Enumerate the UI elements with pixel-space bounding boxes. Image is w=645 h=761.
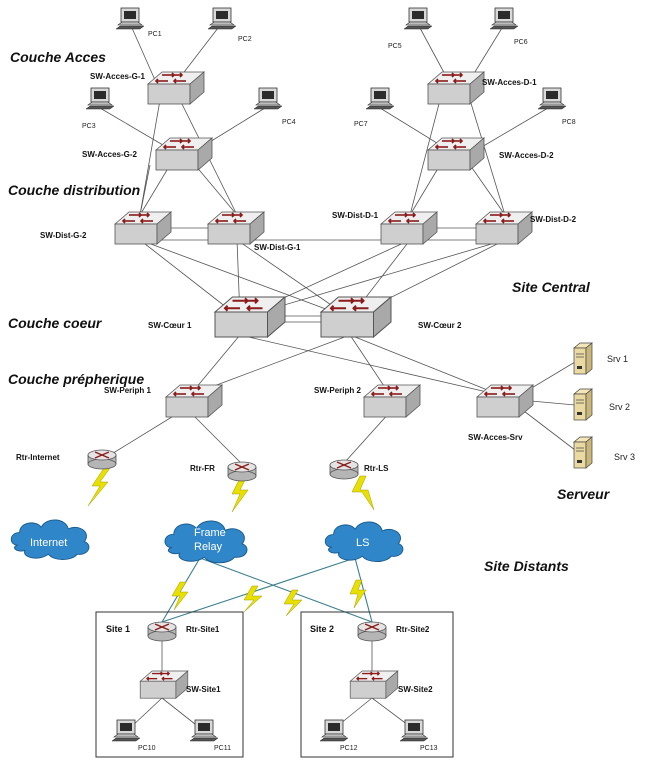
pc-label: PC7 <box>354 121 368 128</box>
pc-icon[interactable] <box>404 8 432 29</box>
pc-label: PC13 <box>420 745 438 752</box>
router-ls-label: Rtr-LS <box>364 464 389 473</box>
serveur-label: Serveur <box>557 486 610 502</box>
pc-icon[interactable] <box>490 8 518 29</box>
ls-cloud-label: LS <box>356 537 370 549</box>
bolt-wan-1 <box>172 582 188 610</box>
switch-dist-d2[interactable] <box>476 212 532 244</box>
switch-acces-srv-label: SW-Acces-Srv <box>468 433 523 442</box>
switch-dist-g1[interactable] <box>208 212 264 244</box>
pc-label: PC4 <box>282 119 296 126</box>
layer-label-acces: Couche Acces <box>10 49 106 65</box>
switch-site2[interactable] <box>350 671 398 698</box>
router-fr-label: Rtr-FR <box>190 464 215 473</box>
switch-acces-d1-label: SW-Acces-D-1 <box>482 78 537 87</box>
frame-relay-label-line2: Relay <box>194 541 223 553</box>
switch-acces-g1[interactable] <box>148 72 204 104</box>
pc-label: PC1 <box>148 31 162 38</box>
router-fr[interactable] <box>228 462 256 481</box>
pc-label: PC2 <box>238 36 252 43</box>
switch-periph1-label: SW-Periph 1 <box>104 386 151 395</box>
internet-cloud-label: Internet <box>30 537 68 549</box>
pc-icon[interactable] <box>538 88 566 109</box>
pc-icon[interactable] <box>86 88 114 109</box>
switch-site2-label: SW-Site2 <box>398 685 433 694</box>
pc-icon[interactable] <box>116 8 144 29</box>
switch-acces-d1[interactable] <box>428 72 484 104</box>
switch-acces-d2-label: SW-Acces-D-2 <box>499 151 554 160</box>
server-icon[interactable] <box>574 343 592 374</box>
layer-label-peripherique: Couche prépherique <box>8 371 145 387</box>
site-distants-label: Site Distants <box>484 558 569 574</box>
site2-label: Site 2 <box>310 624 335 634</box>
pc-icon[interactable] <box>400 720 428 741</box>
frame-relay-label-line1: Frame <box>194 527 226 539</box>
pc-label: PC5 <box>388 43 402 50</box>
router-site2[interactable] <box>358 622 386 641</box>
switch-periph2-label: SW-Periph 2 <box>314 386 361 395</box>
switch-dist-d2-label: SW-Dist-D-2 <box>530 215 577 224</box>
switch-coeur1-label: SW-Cœur 1 <box>148 321 192 330</box>
server-label: Srv 2 <box>609 402 631 412</box>
switch-coeur2-label: SW-Cœur 2 <box>418 321 462 330</box>
router-internet-label: Rtr-Internet <box>16 453 60 462</box>
switch-coeur1[interactable] <box>215 297 285 337</box>
switch-coeur2[interactable] <box>321 297 391 337</box>
switch-dist-g1-label: SW-Dist-G-1 <box>254 243 301 252</box>
pc-icon[interactable] <box>112 720 140 741</box>
bolt-fr <box>232 478 248 512</box>
server-label: Srv 1 <box>607 354 629 364</box>
router-internet[interactable] <box>88 450 116 469</box>
switch-periph1[interactable] <box>166 385 222 417</box>
router-site1-label: Rtr-Site1 <box>186 625 220 634</box>
switch-site1-label: SW-Site1 <box>186 685 221 694</box>
bolt-wan-4 <box>350 580 366 608</box>
router-site2-label: Rtr-Site2 <box>396 625 430 634</box>
switch-acces-srv[interactable] <box>477 385 533 417</box>
switch-dist-g2[interactable] <box>115 212 171 244</box>
pc-label: PC10 <box>138 745 156 752</box>
server-label: Srv 3 <box>614 452 636 462</box>
layer-label-coeur: Couche coeur <box>8 315 102 331</box>
switch-dist-g2-label: SW-Dist-G-2 <box>40 231 87 240</box>
switch-periph2[interactable] <box>364 385 420 417</box>
site1-label: Site 1 <box>106 624 131 634</box>
switch-site1[interactable] <box>140 671 188 698</box>
switch-acces-g2[interactable] <box>156 138 212 170</box>
pc-label: PC3 <box>82 123 96 130</box>
switch-dist-d1-label: SW-Dist-D-1 <box>332 211 379 220</box>
pc-icon[interactable] <box>320 720 348 741</box>
pc-label: PC11 <box>214 745 231 752</box>
layer-label-distribution: Couche distribution <box>8 182 141 198</box>
router-site1[interactable] <box>148 622 176 641</box>
server-icon[interactable] <box>574 437 592 468</box>
server-icon[interactable] <box>574 389 592 420</box>
switch-acces-g1-label: SW-Acces-G-1 <box>90 72 145 81</box>
pc-icon[interactable] <box>208 8 236 29</box>
site-central-label: Site Central <box>512 279 590 295</box>
bolt-wan-3 <box>284 590 302 616</box>
switch-acces-d2[interactable] <box>428 138 484 170</box>
bolt-ls <box>352 476 374 510</box>
pc-icon[interactable] <box>254 88 282 109</box>
pc-label: PC8 <box>562 119 576 126</box>
bolt-internet <box>88 468 110 506</box>
pc-icon[interactable] <box>366 88 394 109</box>
pc-label: PC6 <box>514 39 528 46</box>
switch-acces-g2-label: SW-Acces-G-2 <box>82 150 137 159</box>
pc-label: PC12 <box>340 745 358 752</box>
switch-dist-d1[interactable] <box>381 212 437 244</box>
router-ls[interactable] <box>330 460 358 479</box>
